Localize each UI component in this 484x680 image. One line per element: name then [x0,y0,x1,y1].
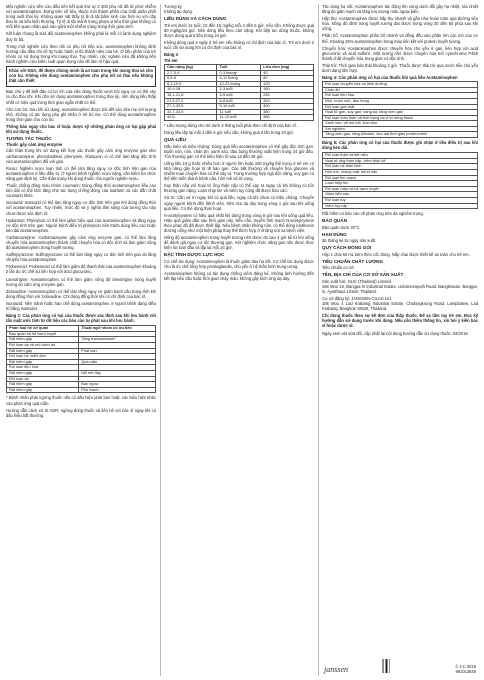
table-cell: 8,1-10,9 [165,81,217,87]
longterm-reactions-table [322,152,478,209]
subheading: Thuốc gây cảm ứng enzyme [6,142,63,148]
paragraph: Uống liều 10 g hoặc nhiều hơn ở người lớn hoặc 150 mg/kg thể trọng ở trẻ em có khả năng gây hoại tử tế bào gan. Các bất thường về chuyển hóa glucose và nhiễm toan chuyển hóa có thể xảy ra. Trong trường hợp ngộ độc nặng, suy gan có thể tiến triển thành bệnh não, hôn mê và tử vong. [164,160,314,182]
warning-box [6,66,156,87]
table-cell: Rối loạn hệ thần kinh [323,164,478,170]
table-header: Cân nặng (kg) [165,65,217,71]
table-cell: Hôn mê, chóng mặt, bệnh não [323,170,478,176]
paragraph: Acetaminophen không có tác dụng chống viêm đáng kể. Không ảnh hưởng đến kết tập tiểu cầu hoặc thời gian chảy máu, không gây kích ứng dạ dày. [164,270,314,282]
table-cell: 5,5-8 [165,76,217,82]
paragraph: Zidovudine: Acetaminophen có thể làm tăng nguy cơ giảm bạch cầu trung tính khi dùng đồng thời với zidovudine. Chỉ dùng đồng thời khi có chỉ định của bác sĩ. [6,288,156,299]
paragraph: Dấu hiệu và triệu chứng: Dùng quá liều acetaminophen có thể gây độc tính gan. Buồn nôn, nôn, chán ăn, xanh xao, đau bụng thường xuất hiện trong 24 giờ đầu. Tổn thương gan có thể biểu hiện rõ sau 12 đến 48 giờ. [164,143,314,159]
adverse-reactions-table [6,325,156,393]
table-cell: Hoại tử ống thận cấp, viêm thận kẽ [323,158,478,164]
table-cell: 240 [261,93,314,99]
paragraph: Cơ chế tác dụng: Acetaminophen là thuốc giảm đau hạ sốt. Cơ chế tác dụng được cho là ức chế tổng hợp prostaglandin, chủ yếu ở hệ thần kinh trung ương. [164,258,314,269]
warning-text: Khác với NSA, để được chúng minh là an toàn trong khi mang thai và cho con bú. Không nên dùng acetaminophen cho phụ nữ có thai nếu không thật cần thiết. [9,68,153,84]
table-cell: Rất hiếm gặp [7,337,79,343]
section-heading-storage: BẢO QUẢN [322,218,348,224]
leaflet-page [6,4,478,676]
table-row [165,115,314,121]
table-cell: Nôn, buồn nôn, đau bụng [323,98,478,104]
table-cell: Rối loạn thận và tiết niệu [323,153,478,159]
section-heading-packaging: QUY CÁCH ĐÓNG GÓI [322,245,372,251]
paragraph: Isoniazid: Isoniazid có thể làm tăng nguy cơ độc tính trên gan khi dùng đồng thời với acetaminophen. Tuy nhiên, mức độ và ý nghĩa lâm sàng của tương tác này chưa được xác định rõ. [6,200,156,216]
section-heading-interactions: TƯƠNG TÁC THUỐC [6,136,52,142]
table-cell: 160 [261,87,314,93]
dosage-table [164,64,314,121]
paragraph: Probenecid: Probenecid có thể làm giảm độ thanh thải của acetaminophen khoảng 2 lần do ức chế sự liên hợp với acid glucuronic. [6,264,156,275]
table-cell: Quá mẫn [79,359,156,365]
janssen-logo: janssen [324,665,348,674]
section-heading-manufacturer: TÊN, ĐỊA CHỈ CỦA CƠ SỞ SẢN XUẤT [322,272,404,278]
table-cell: Rất hiếm gặp [7,371,79,377]
leaflet-column-3 [322,4,478,676]
table-row [323,203,478,209]
paragraph: Sulfinpyrazone: Sulfinpyrazone có thể làm tăng nguy cơ độc tính trên gan do tăng chuyển hóa acetaminophen. [6,252,156,263]
leaflet-code: 991013645 [455,669,476,674]
section-heading-pharmacology: ĐẶC TÍNH DƯỢC LỰC HỌC [164,252,225,258]
table-cell: Rất hiếm gặp [7,359,79,365]
table-cell: 12-23 tháng [217,81,261,87]
column-divider [160,4,161,676]
table-cell: 4-5 tuổi [217,93,261,99]
table-row [7,387,156,393]
table-cell: 6-8 tuổi [217,98,261,104]
table-cell: 21,9-27,2 [165,98,217,104]
paragraph: Suy thận cấp với hoại tử ống thận cấp có thể xảy ra ngay cả khi không có tổn thương gan nặng. Loạn nhịp tim và viêm tụy cũng đã được báo cáo. [164,183,314,194]
table-cell: Giảm tiểu cầu [323,192,478,198]
table-subtitle: Trẻ em [164,58,178,64]
table-cell: Rối loạn hệ miễn dịch [7,354,79,360]
paragraph: Bạn chú ý để biết đâu có lợi ích của việc dùng thuốc vượt trội nguy cơ có thể xảy ra cho thai nhi. Khi cần sử dụng acetaminophen trong thai kỳ, nên dùng liều thấp nhất có hiệu quả trong thời gian ngắn nhất có thể. [6,89,156,105]
table-cell: Rối loạn gan mật [323,104,478,110]
table-cell: Xanh xao, vã mồ hôi, khó chịu [323,121,478,127]
paragraph: Chuyển hóa: Acetaminophen được chuyển hóa chủ yếu ở gan, liên hợp với acid glucuronic và acid sulfuric. Một lượng nhỏ được chuyển hóa bởi cytochrome P450 thành chất chuyển hóa trung gian có độc tính. [322,45,478,61]
table-title: Bảng 3 [164,52,178,58]
paragraph: Tác dụng hạ sốt: Acetaminophen tác động lên vùng dưới đồi gây hạ nhiệt, tỏa nhiệt tăng do giãn mạch và tăng lưu lượng máu ngoại biên. [322,4,478,15]
table-title: Bảng 4: Các phản ứng có hại của thuốc khi quá liều Acetaminophen [322,75,458,81]
registrant-text: Cơ sở đăng ký: JANSSEN-CILAG Ltd. 106 Moo 4 Lad Krabang Industrial Estate, Chalongkrung Road, Lamplatiew, Lad Krabang, Bangkok 10520, Thailand. [322,295,478,312]
standard-text: Tiêu chuẩn cơ sở. [322,265,355,271]
paragraph: Cần thận trọng khi sử dụng kết hợp các thuốc gây cảm ứng enzyme gan như carbamazepine, phenobarbital, phenytoin, rifampicin vì có thể làm tăng độc tính của acetaminophen đối với gan. [6,148,156,164]
paragraph: Không dùng quá 4 ngày ở trẻ em nếu không có chỉ định của bác sĩ. Trẻ em dưới 2 tuổi: chỉ sử dụng khi có chỉ định của bác sĩ. [164,39,314,50]
paragraph: Cho con bú: Sau khi sử dụng, acetaminophen được bài tiết vào sữa mẹ với lượng nhỏ. Không có tác dụng phụ ghi nhận ở trẻ bú mẹ. Có thể dùng acetaminophen trong thời gian cho con bú. [6,106,156,122]
paragraph: Isoniazid: Nên tránh hoặc hạn chế dùng acetaminophen ở người bệnh đang điều trị bằng isoniazid. [6,300,156,311]
overdose-reactions-table [322,81,478,138]
table-cell: Chán ăn [323,87,478,93]
table-cell: Rối loạn tim mạch [323,175,478,181]
table-cell: 0-3 tháng* [217,70,261,76]
paragraph: Một nghiên cứu tiến cứu đầu tiên kết quả thứ tự 3 200 phụ nữ đã từ phơi nhiễm với acetaminophen. Đứng trên số liệu, thuộc môi thành phần của chất phân phối trong suốt thai kỳ. Không quan sát thấy tỷ lệ dị tật bẩm sinh cao hơn so với cặp thai từ và tiểu kinh thường. Tỷ lệ dị tật mảnh trong phạm vi tiêu thời gian không có mối liên quan nhân quả nào giữa một nhiễm trùng trong thời gian sinh. [6,4,156,30]
section-heading-overdose: QUÁ LIỀU [164,137,186,143]
table-cell: 32,7-43,6 [165,109,217,115]
table-cell: Loạn nhịp tim [323,181,478,187]
table-cell: 80 [261,76,314,82]
copyright-text: © J-C 2018 [455,664,476,669]
table-header: Phân loại hệ cơ quan [7,326,79,332]
table-cell: 2-3 tuổi [217,87,261,93]
paragraph: Carbamazepine: Carbamazepine gây cảm ứng enzyme gan, có thể làm tăng chuyển hóa acetaminophen thành chất chuyển hóa có độc tính và làm giảm nồng độ acetaminophen trong huyết tương. [6,234,156,251]
table-row [323,132,478,138]
table-cell: Tăng men gan, tăng bilirubin, kéo dài thời gian prothrombin [323,132,478,138]
table-cell: Tăng transaminase* [79,337,156,343]
table-cell: Rối loạn da và mô dưới da [7,343,79,349]
footnote: * Liều lượng dùng cho trẻ dưới 3 tháng tuổi phải theo chỉ định của bác sĩ. [164,123,297,128]
table-cell: Rất hiếm gặp [7,348,79,354]
paragraph: Lamotrigine: Acetaminophen có thể làm giảm nồng độ lamotrigine trong huyết tương do cảm ứng enzyme gan. [6,276,156,287]
packaging-text: Hộp 1 chai 60 mL kèm theo cốc đong. Nắp chai được thiết kế an toàn cho trẻ em. [322,251,470,257]
manufacturer-text: Sản xuất bởi: OLIC (Thailand) Limited 166 Moo 16, Bangpa-In Industrial Estate, Udomsorayuth Road, Bangkrasan, Bangpa-in, Ayutthaya 13160, Thailand. [322,278,478,294]
table-cell: Rối loạn tụy [323,198,478,204]
table-header: Tuổi [217,65,261,71]
paragraph: Xử trí: Cần xử trí ngay khi có quá liều, ngay cả khi chưa có triệu chứng. Chuyển ngay người bệnh đến bệnh viện. Nên rửa dạ dày trong vòng 1 giờ sau khi uống quá liều. Có thể dùng than hoạt. [164,195,314,211]
table-cell: Rất hiếm gặp [7,382,79,388]
table-cell: Hoại tử gan, suy gan, vàng da, tăng men gan [323,110,478,116]
table-caption: Bảng 2: Các phản ứng có hại của thuốc được xác định sau khi lưu hành với tần suất ước tính từ dữ liệu các báo cáo tự phát sau khi lưu hành. [6,313,156,324]
table-cell: 43,6- [165,115,217,121]
column-divider [318,4,319,676]
section-heading-expiry: HẠN DÙNG [322,231,347,237]
paragraph: Thuốc chống đông máu nhóm coumarin: Dùng đồng thời acetaminophen liều cao kéo dài có thể làm tăng nhẹ tác dụng chống đông của warfarin và các dẫn chất coumarin khác. [6,183,156,199]
paragraph: Hướng dẫn cách xử trí ADR: ngừng dùng thuốc và liên hệ với bác sĩ ngay khi có dấu hiệu bất thường. [6,407,156,418]
paragraph: Dùng liều lặp lại mỗi 4 đến 6 giờ nếu cần, không quá 5 lần trong 24 giờ. [164,130,295,136]
table-cell: 120 [261,81,314,87]
table-cell: Rối loạn da [7,376,79,382]
table-cell: Nổi mề đay [79,371,156,377]
table-cell: Rối loạn tiêu hóa [7,365,79,371]
table-cell: 11-12 tuổi [217,115,261,121]
paragraph: Rượu: Nghiện rượu mạn tính có thể làm tăng nguy cơ độc tính trên gan của acetaminophen ở liều điều trị. Ở người bệnh nghiện rượu nặng, cần kiểm tra chức năng gan định kỳ. Cần thận trọng khi dùng thuốc cho người nghiện rượu. [6,165,156,181]
paragraph: Rất hiếm có báo cáo về phản ứng trên da nghiêm trọng. [322,211,424,217]
table-cell: 320 [261,98,314,104]
leaflet-column-1 [6,4,156,676]
barcode-icon [382,659,390,673]
storage-text: Bảo quản dưới 30°C. [322,224,361,230]
table-header: Thuật ngữ nhóm có ưu tiên [79,326,156,332]
table-cell: Phù mạch [79,387,156,393]
leaflet-column-2 [164,4,314,676]
section-heading-dosage: LIỀU DÙNG VÀ CÁCH DÙNG [164,16,227,22]
table-header: Liều đơn (mg) [261,65,314,71]
table-cell: 480 [261,115,314,121]
table-cell: 400 [261,104,314,110]
paragraph: Nồng độ acetaminophen trong huyết tương nên được đo sau 4 giờ kể từ khi uống để đánh giá nguy cơ tổn thương gan. Xét nghiệm chức năng gan nên được thực hiện lúc ban đầu và lặp lại mỗi 24 giờ. [164,235,314,251]
table-cell: 480 [261,109,314,115]
table-cell: Ban ngứa [79,382,156,388]
table-cell: 16,1-21,8 [165,93,217,99]
table-caption: Bảng 5: Các phản ứng có hại của thuốc được ghi nhận ở liều điều trị sau khi dùng kéo dài. [322,140,478,151]
table-cell: 4-11 tháng [217,76,261,82]
table-cell: Viêm tụy cấp [323,203,478,209]
section-heading-standard: TIÊU CHUẨN CHẤT LƯỢNG [322,258,384,264]
paragraph: Trẻ em dưới 12 tuổi: 10 đến 15 mg/kg mỗi 4 đến 6 giờ, nếu cần. Không được quá 60 mg/kg/24 giờ. Nên dùng liều theo cân nặng. Khi tiếp tục dùng thuốc, không được dùng quá 5 liều trong 24 giờ. [164,22,314,38]
table-cell: 10,9-16 [165,87,217,93]
footnote: * Bệnh nhân phải ngừng thuốc nếu có dấu hiệu phát ban hoặc các biểu hiện khác của phản ứng quá mẫn. [6,395,156,406]
table-cell: Phát ban [79,348,156,354]
table-cell: 11 tuổi [217,109,261,115]
paragraph: N-acetylcystein có hiệu quả nhất khi dùng trong vòng 8 giờ sau khi uống quá liều. Hiệu quả giảm dần sau thời gian này. Nếu cần, truyền tĩnh mạch N-acetylcystein theo phác đồ đã được thiết lập. Nếu bệnh nhân không nôn, có thể dùng methionin đường uống như một biện pháp thay thế thích hợp ở những nơi xa bệnh viện. [164,212,314,233]
paragraph: Hấp thu: Acetaminophen được hấp thu nhanh và gần như hoàn toàn qua đường tiêu hóa. Nồng độ đỉnh trong huyết tương đạt được trong vòng 30 đến 60 phút sau khi uống. [322,16,478,32]
table-cell: 9-10 tuổi [217,104,261,110]
table-cell: Rối loạn toàn thân và tình trạng tại vị trí dùng thuốc [323,115,478,121]
paragraph: Thải trừ: Thời gian bán thải khoảng 2 giờ. Thuốc được thải trừ qua nước tiểu chủ yếu dưới dạng liên hợp. [322,62,478,74]
document-code [455,664,476,674]
table-cell: Rối loạn tiêu hóa [323,93,478,99]
paragraph: Kết luận chung là sửa đổi acetaminophen không phải là mối có lành dụng nghiệm duy từ bà. [6,31,156,42]
table-cell: Rối loạn chuyển hóa và dinh dưỡng [323,82,478,88]
table-cell: 2,7-5,4 [165,70,217,76]
table-cell: Bảo quản và hệ bạch huyết [7,331,79,337]
expiry-text: 36 tháng kể từ ngày sản xuất. [322,238,377,244]
revision-date: Ngày xem xét sửa đổi, cập nhật lại nội dung hướng dẫn sử dụng thuốc: 04/2018 [322,330,468,336]
table-cell: Rất hiếm gặp [7,387,79,393]
table-cell: 27,3-32,6 [165,104,217,110]
table-cell: Xét nghiệm [323,126,478,132]
incompatibilities: Tương kỵ Không áp dụng. [164,4,193,15]
paragraph: Phân bố: Acetaminophen phân bố nhanh và đồng đều vào phần lớn các mô của cơ thể. Khoảng 25% acetaminophen trong máu liên kết với protein huyết tương. [322,33,478,44]
paragraph: Trong một nghiên cứu theo dõi có phụ nữ tiếp xúc, acetaminophen không định hưởng cấu điều chỉ số IQ hoặc hành vi thì thành niên của bé. Ở liệu phân của trẻ nhóm có sử dụng trong khi mang thai. Tuy nhiên, các nghiên cứu đã không tiến hành nghiên cứu kiếm soát quan trọng nào để làm rõ hậu quả. [6,43,156,64]
table-cell: Rối loạn máu và hệ bạch huyết [323,186,478,192]
paragraph: Hydantoin: Phenytoin có thể làm giảm hiệu quả của acetaminophen và tăng nguy cơ độc tính trên gan. Người bệnh điều trị phenytoin nên tránh dùng liều cao hoặc kéo dài acetaminophen. [6,217,156,233]
bold-notice: Thông báo ngay cho bác sĩ hoặc dược sỹ những phản ứng có hại gặp phải khi sử dụng thuốc. [6,123,156,134]
table-cell: 40 [261,70,314,76]
leaflet-footer [322,656,478,676]
paragraph: Chỉ dùng thuốc theo sự kê đơn của thầy thuốc. Để xa tầm tay trẻ em. Đọc kỹ hướng dẫn sử dụng trước khi dùng. Nếu cần thêm thông tin, xin hỏi ý kiến bác sĩ hoặc dược sĩ. [322,313,478,329]
